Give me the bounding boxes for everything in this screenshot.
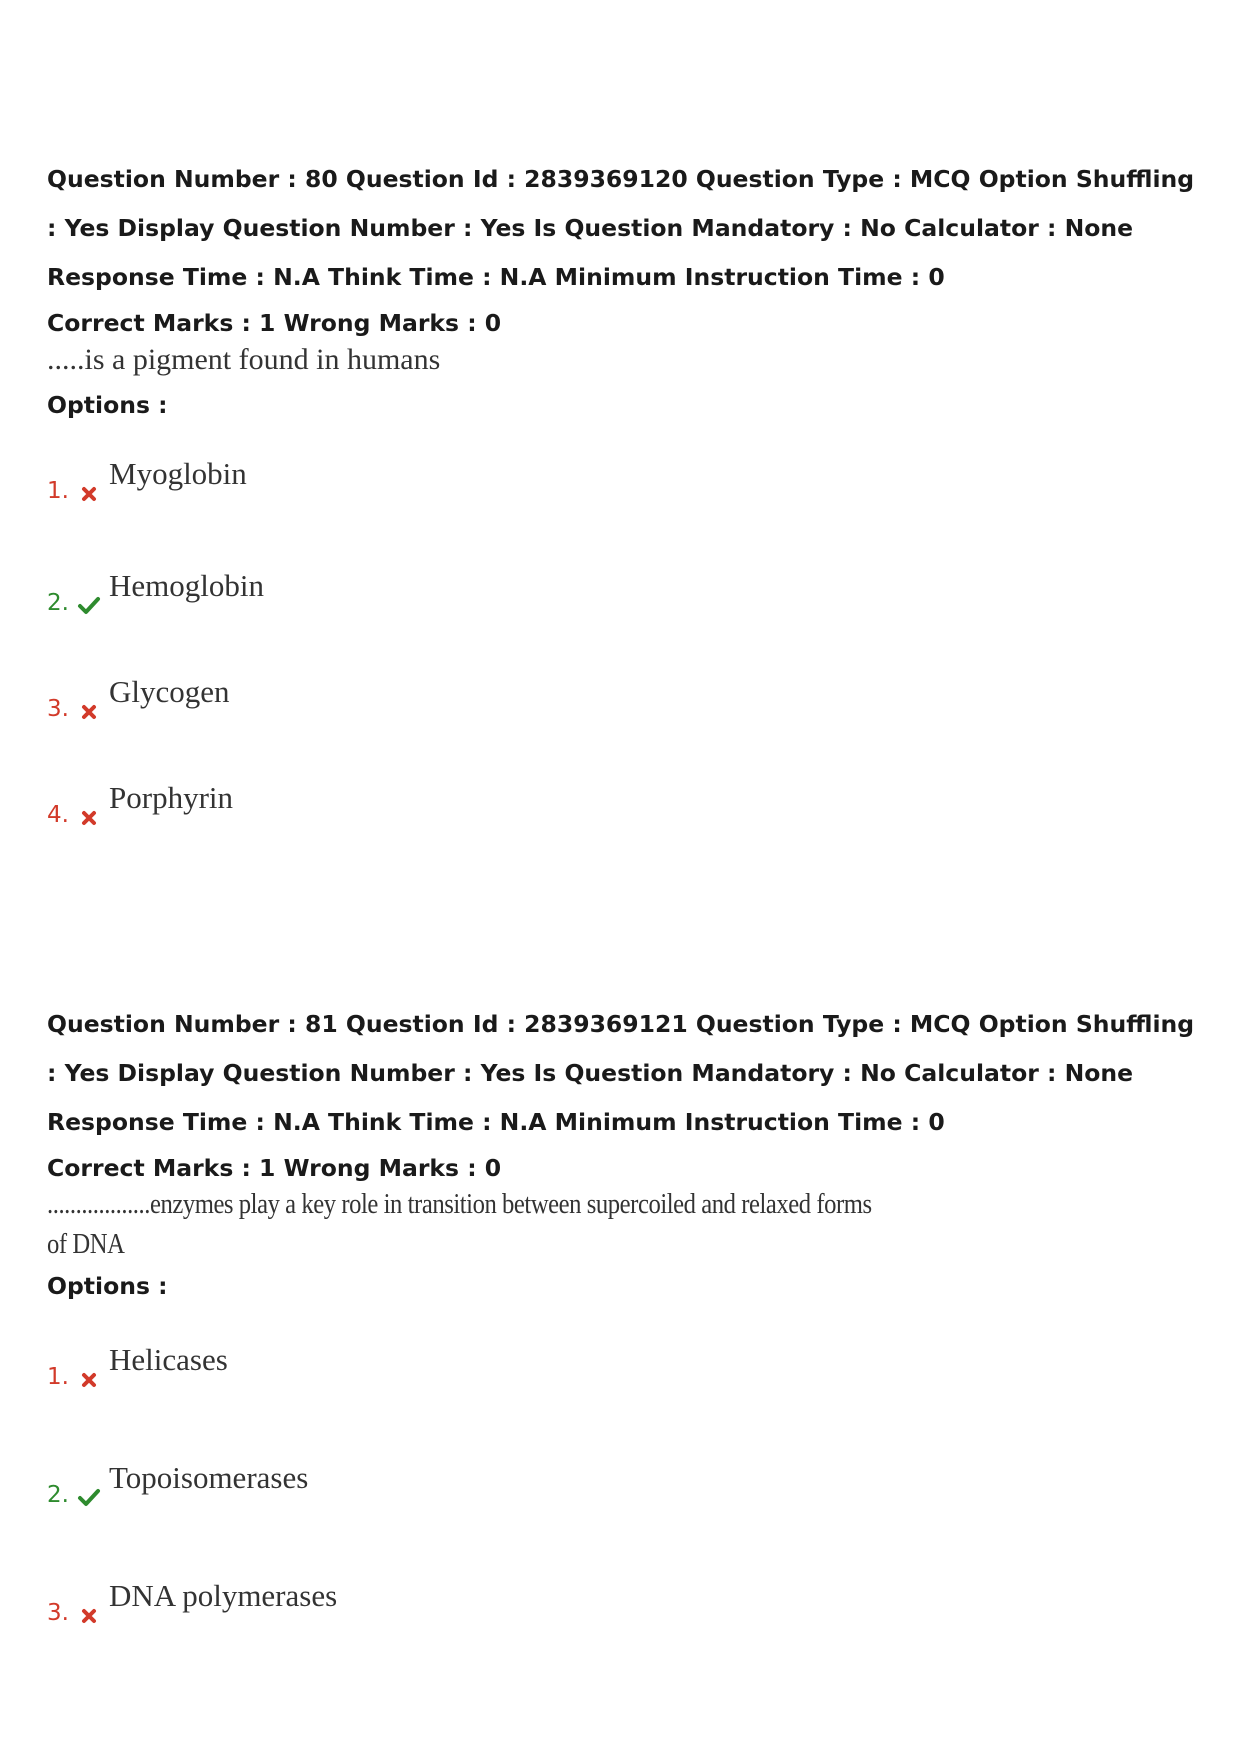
option-text: Porphyrin: [109, 780, 233, 815]
question-text-line-2: of DNA: [47, 1229, 125, 1260]
option-item: [47, 1460, 309, 1508]
options-label: Options :: [47, 1272, 168, 1300]
cross-icon: [77, 1604, 101, 1626]
question-block: [47, 155, 1207, 422]
option-item: [47, 674, 230, 722]
option-text: Glycogen: [109, 674, 230, 709]
options-label: Options :: [47, 391, 168, 419]
option-text: Helicases: [109, 1342, 228, 1377]
option-text: Myoglobin: [109, 456, 247, 491]
option-item: [47, 1578, 338, 1626]
option-item: [47, 568, 264, 616]
cross-icon: [77, 1368, 101, 1390]
question-block: [47, 1000, 1207, 1303]
cross-icon: [77, 482, 101, 504]
option-number: 4.: [47, 802, 69, 828]
option-text: Hemoglobin: [109, 568, 264, 603]
cross-icon: [77, 806, 101, 828]
question-meta: Question Number : 81 Question Id : 2839369121 Question Type : MCQ Option Shuffling : Yes Display Question Number : Yes Is Question Mandatory : No Calculator : None Response Time : N.A Think Time : N.A Minimum Instruction Time : 0: [47, 1010, 1195, 1136]
option-number: 1.: [47, 478, 69, 504]
question-marks: Correct Marks : 1 Wrong Marks : 0: [47, 309, 502, 337]
question-marks: Correct Marks : 1 Wrong Marks : 0: [47, 1154, 502, 1182]
option-number: 2.: [47, 590, 69, 616]
question-text-line-1: ..................enzymes play a key role in transition between supercoiled and relaxed forms: [47, 1189, 872, 1220]
option-number: 1.: [47, 1364, 69, 1390]
check-icon: [77, 594, 101, 616]
check-icon: [77, 1486, 101, 1508]
option-item: [47, 456, 247, 504]
option-text: Topoisomerases: [109, 1460, 309, 1495]
option-text: DNA polymerases: [109, 1578, 338, 1613]
question-meta: Question Number : 80 Question Id : 2839369120 Question Type : MCQ Option Shuffling : Yes Display Question Number : Yes Is Question Mandatory : No Calculator : None Response Time : N.A Think Time : N.A Minimum Instruction Time : 0: [47, 165, 1195, 291]
option-item: [47, 780, 233, 828]
question-text: .....is a pigment found in humans: [47, 343, 441, 376]
option-number: 3.: [47, 1600, 69, 1626]
option-number: 2.: [47, 1482, 69, 1508]
option-item: [47, 1342, 228, 1390]
cross-icon: [77, 700, 101, 722]
option-number: 3.: [47, 696, 69, 722]
